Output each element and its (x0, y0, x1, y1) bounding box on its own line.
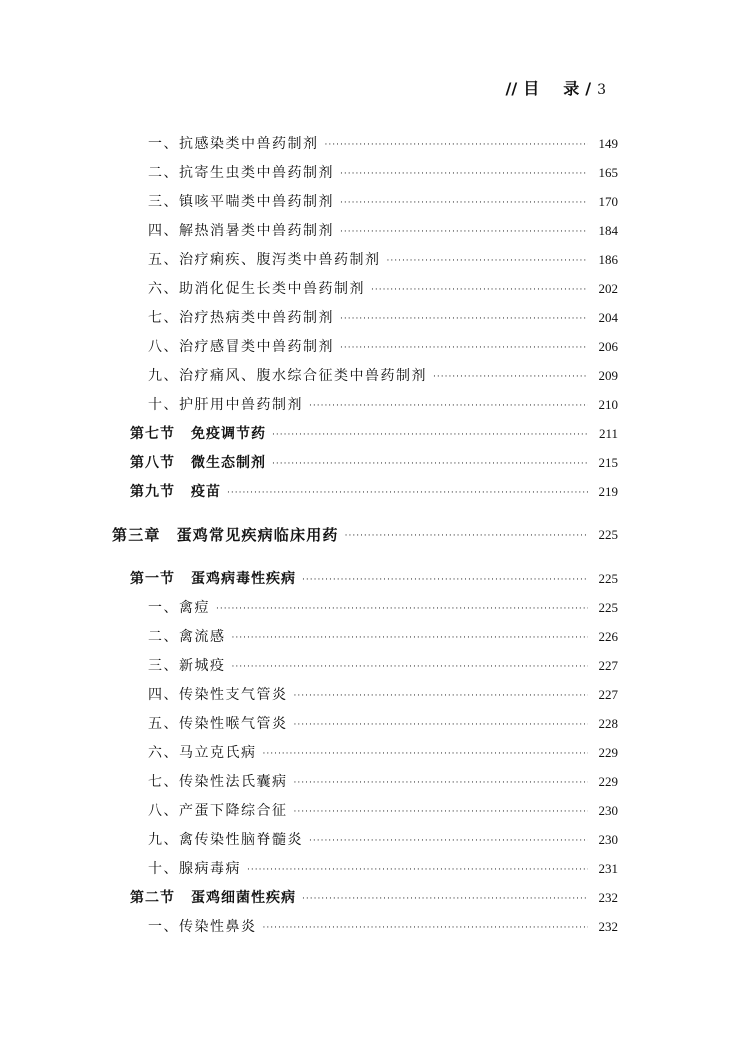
toc-entry-page: 229 (598, 745, 618, 760)
toc-entry[interactable] (148, 626, 618, 648)
toc-leader-dots (302, 889, 588, 909)
toc-entry-title: 一、抗感染类中兽药制剂 (148, 136, 319, 152)
toc-entry-title: 十、腺病毒病 (148, 861, 241, 877)
toc-entry-title: 六、助消化促生长类中兽药制剂 (148, 281, 365, 297)
toc-entry-page: 210 (598, 397, 618, 412)
toc-entry-page: 149 (598, 136, 618, 151)
toc-entry[interactable] (148, 307, 618, 329)
toc-entry-title: 二、禽流感 (148, 629, 226, 645)
toc-entry[interactable] (148, 597, 618, 619)
toc-section-entry[interactable] (130, 423, 618, 445)
toc-leader-dots (227, 483, 588, 503)
toc-entry-page: 230 (598, 832, 618, 847)
toc-section-title: 蛋鸡病毒性疾病 (191, 571, 296, 587)
toc-entry[interactable] (148, 771, 618, 793)
toc-entry-title: 三、镇咳平喘类中兽药制剂 (148, 194, 334, 210)
toc-leader-dots (232, 628, 589, 648)
toc-section-entry[interactable] (130, 452, 618, 474)
toc-entry-page: 231 (598, 861, 618, 876)
toc-section-heading (130, 423, 266, 445)
toc-entry-page: 232 (598, 919, 618, 934)
toc-entry[interactable] (148, 162, 618, 184)
toc-entry-page: 225 (598, 571, 618, 586)
toc-entry[interactable] (148, 249, 618, 271)
toc-entry-title: 三、新城疫 (148, 658, 226, 674)
toc-entry-page: 230 (598, 803, 618, 818)
toc-entry-page: 227 (598, 687, 618, 702)
toc-entry-title: 八、产蛋下降综合征 (148, 803, 288, 819)
toc-section-heading (130, 452, 266, 474)
toc-leader-dots (325, 135, 589, 155)
header-page-number: 3 (597, 82, 606, 98)
toc-leader-dots (263, 744, 589, 764)
toc-entry-page: 225 (598, 600, 618, 615)
toc-entry[interactable] (148, 800, 618, 822)
header-slashes: // (505, 79, 518, 98)
toc-entry-title: 五、传染性喉气管炎 (148, 716, 288, 732)
toc-section-heading (130, 481, 221, 503)
toc-section-entry[interactable] (130, 481, 618, 503)
toc-entry[interactable] (148, 336, 618, 358)
toc-entry-title: 五、治疗痢疾、腹泻类中兽药制剂 (148, 252, 381, 268)
toc-entry[interactable] (148, 916, 618, 938)
toc-leader-dots (302, 570, 588, 590)
toc-leader-dots (232, 657, 589, 677)
toc-leader-dots (433, 367, 588, 387)
toc-entry-page: 204 (598, 310, 618, 325)
toc-entry-page: 209 (598, 368, 618, 383)
toc-section-heading (130, 887, 296, 909)
toc-leader-dots (340, 222, 588, 242)
toc-entry-page: 226 (598, 629, 618, 644)
toc-entry-title: 二、抗寄生虫类中兽药制剂 (148, 165, 334, 181)
toc-entry-title: 七、传染性法氏囊病 (148, 774, 288, 790)
toc-entry-page: 165 (598, 165, 618, 180)
toc-entry-page: 186 (598, 252, 618, 267)
toc-entry-page: 184 (598, 223, 618, 238)
toc-section-title: 免疫调节药 (191, 426, 266, 442)
toc-chapter-entry[interactable] (112, 524, 618, 546)
toc-section-title: 蛋鸡细菌性疾病 (191, 890, 296, 906)
toc-entry-title: 六、马立克氏病 (148, 745, 257, 761)
toc-leader-dots (340, 338, 588, 358)
toc-leader-dots (294, 715, 589, 735)
toc-section-label: 第八节 (130, 455, 175, 471)
toc-section-label: 第九节 (130, 484, 175, 500)
toc-leader-dots (263, 918, 589, 938)
toc-entry-page: 232 (598, 890, 618, 905)
toc-entry[interactable] (148, 191, 618, 213)
toc-entry-page: 211 (598, 426, 618, 441)
toc-entry-title: 七、治疗热病类中兽药制剂 (148, 310, 334, 326)
toc-entry[interactable] (148, 829, 618, 851)
toc-leader-dots (371, 280, 588, 300)
toc-entry-title: 十、护肝用中兽药制剂 (148, 397, 303, 413)
toc-entry-title: 四、解热消暑类中兽药制剂 (148, 223, 334, 239)
toc-leader-dots (309, 396, 588, 416)
toc-entry-title: 九、禽传染性脑脊髓炎 (148, 832, 303, 848)
toc-leader-dots (216, 599, 588, 619)
toc-section-heading (130, 568, 296, 590)
toc-entry-page: 227 (598, 658, 618, 673)
toc-section-title: 微生态制剂 (191, 455, 266, 471)
toc-entry[interactable] (148, 220, 618, 242)
toc-entry-page: 219 (598, 484, 618, 499)
toc-section-title: 疫苗 (191, 484, 221, 500)
toc-entry-title: 一、传染性鼻炎 (148, 919, 257, 935)
toc-entry-page: 202 (598, 281, 618, 296)
toc-leader-dots (247, 860, 588, 880)
toc-entry[interactable] (148, 365, 618, 387)
toc-entry[interactable] (148, 858, 618, 880)
toc-entry-page: 170 (598, 194, 618, 209)
toc-leader-dots (272, 425, 588, 445)
header-title-part2: 录 (563, 79, 580, 98)
header-title-part1: 目 (523, 79, 540, 98)
toc-leader-dots (294, 802, 589, 822)
toc-entry-page: 206 (598, 339, 618, 354)
toc-leader-dots (387, 251, 589, 271)
toc-entry-page: 228 (598, 716, 618, 731)
toc-leader-dots (272, 454, 588, 474)
toc-entry-title: 一、禽痘 (148, 600, 210, 616)
header-separator: / (585, 79, 592, 98)
toc-entry-page: 225 (598, 527, 618, 542)
toc-entry-page: 215 (598, 455, 618, 470)
toc-entry[interactable] (148, 394, 618, 416)
toc-entry[interactable] (148, 684, 618, 706)
toc-leader-dots (340, 309, 588, 329)
toc-entry[interactable] (148, 742, 618, 764)
toc-section-label: 第一节 (130, 571, 175, 587)
toc-entry[interactable] (148, 278, 618, 300)
toc-section-label: 第二节 (130, 890, 175, 906)
toc-leader-dots (294, 686, 589, 706)
toc-entry[interactable] (148, 713, 618, 735)
toc-section-entry[interactable] (130, 887, 618, 909)
toc-chapter-heading (112, 524, 339, 546)
toc-leader-dots (294, 773, 589, 793)
running-header (506, 76, 606, 99)
toc-leader-dots (340, 164, 588, 184)
toc-entry-title: 四、传染性支气管炎 (148, 687, 288, 703)
toc-entry-title: 八、治疗感冒类中兽药制剂 (148, 339, 334, 355)
toc-section-entry[interactable] (130, 568, 618, 590)
toc-entry[interactable] (148, 655, 618, 677)
toc-leader-dots (345, 526, 588, 546)
toc-entry[interactable] (148, 133, 618, 155)
toc-leader-dots (340, 193, 588, 213)
toc-leader-dots (309, 831, 588, 851)
toc-entry-title: 九、治疗痛风、腹水综合征类中兽药制剂 (148, 368, 427, 384)
toc-chapter-label: 第三章 (112, 526, 161, 544)
toc-entry-page: 229 (598, 774, 618, 789)
toc-chapter-title: 蛋鸡常见疾病临床用药 (176, 526, 339, 544)
toc-section-label: 第七节 (130, 426, 175, 442)
